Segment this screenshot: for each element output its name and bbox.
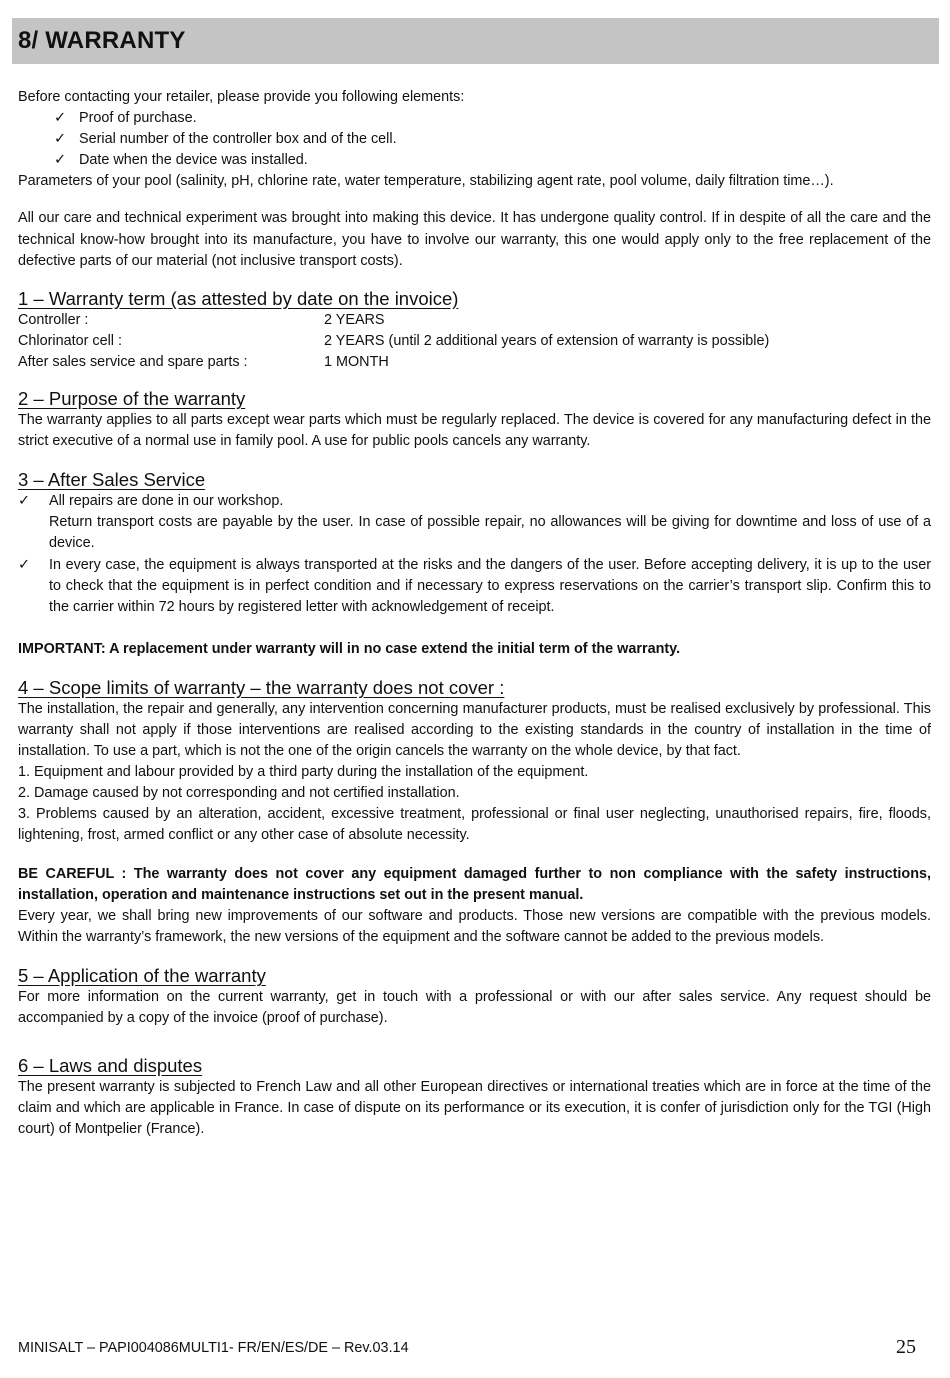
scope-paragraph: The installation, the repair and generally, any intervention concerning manufacturer products, must be realised exclusively by professional. This warranty shall not apply if those interventions are realised according to the existing standards in the country of installation in the time of installation. To use a part, which is not the one of the origin cancels the warranty on the whole device, by that fact. bbox=[18, 700, 931, 760]
warranty-page bbox=[18, 18, 931, 1140]
term-label-cell: Chlorinator cell : bbox=[18, 332, 122, 349]
list-item: ✓ Serial number of the controller box and of the cell. bbox=[54, 129, 931, 150]
term-label-service: After sales service and spare parts : bbox=[18, 353, 248, 370]
term-value-service: 1 MONTH bbox=[324, 353, 389, 370]
list-item: ✓ Date when the device was installed. bbox=[54, 150, 931, 171]
pool-parameters: Parameters of your pool (salinity, pH, chlorine rate, water temperature, stabilizing agent rate, pool volume, daily filtration time…). bbox=[18, 173, 834, 190]
page-title: 8/ WARRANTY bbox=[18, 27, 186, 54]
section-title-scope-limits: 4 – Scope limits of warranty – the warranty does not cover : bbox=[18, 676, 505, 698]
section-title-after-sales: 3 – After Sales Service bbox=[18, 469, 206, 491]
checkmark-icon: ✓ bbox=[54, 110, 67, 127]
intro-lead: Before contacting your retailer, please provide you following elements: bbox=[18, 89, 465, 105]
scope-item-1: 1. Equipment and labour provided by a third party during the installation of the equipment. bbox=[18, 764, 589, 781]
term-value-cell: 2 YEARS (until 2 additional years of extension of warranty is possible) bbox=[324, 332, 770, 349]
list-item: ✓ In every case, the equipment is always transported at the risks and the dangers of the user. Before accepting delivery, it is up to the user to check that the equipment is in perfect condition and if necessary to express reservations on the carrier’s transport slip. Confirm this to the carrier within 72 hours by registered letter with acknowledgement of receipt. bbox=[18, 556, 931, 615]
laws-paragraph: The present warranty is subjected to French Law and all other European directives or international treaties which are in force at the time of the claim and which are applicable in France. In case of dispute on its performance or its execution, it is confer of jurisdiction only for the TGI (High court) of Montpelier (France). bbox=[18, 1079, 931, 1138]
yearly-improvements: Every year, we shall bring new improvements of our software and products. Those new versions are compatible with the previous models. Within the warranty’s framework, the new versions of the equipment and the software cannot be added to the previous models. bbox=[18, 907, 931, 945]
important-note: IMPORTANT: A replacement under warranty will in no case extend the initial term of the warranty. bbox=[18, 640, 681, 657]
list-item: ✓ Proof of purchase. bbox=[54, 108, 931, 129]
page-number: 25 bbox=[896, 1336, 916, 1358]
required-elements-list bbox=[18, 108, 931, 171]
warranty-term-table bbox=[18, 310, 931, 373]
checkmark-icon: ✓ bbox=[54, 152, 67, 169]
term-value-controller: 2 YEARS bbox=[324, 311, 385, 328]
section-header-bar bbox=[12, 18, 939, 64]
list-item: ✓ All repairs are done in our workshop. Return transport costs are payable by the user. In case of possible repair, no allowances will be giving for downtime and loss of use of a device. bbox=[18, 493, 931, 552]
page-footer bbox=[18, 1336, 916, 1360]
section-title-warranty-term: 1 – Warranty term (as attested by date on the invoice) bbox=[18, 287, 459, 309]
application-paragraph: For more information on the current warranty, get in touch with a professional or with our after sales service. Any request should be accompanied by a copy of the invoice (proof of purchase). bbox=[18, 988, 931, 1026]
scope-item-2: 2. Damage caused by not corresponding and not certified installation. bbox=[18, 785, 460, 802]
term-label-controller: Controller : bbox=[18, 311, 89, 328]
purpose-paragraph: The warranty applies to all parts except wear parts which must be regularly replaced. The device is covered for any manufacturing defect in the strict executive of a normal use in family pool. A use for public pools cancels any warranty. bbox=[18, 412, 931, 450]
section-title-laws: 6 – Laws and disputes bbox=[18, 1055, 203, 1077]
document-reference: MINISALT – PAPI004086MULTI1- FR/EN/ES/DE – Rev.03.14 bbox=[18, 1340, 409, 1356]
scope-item-3: 3. Problems caused by an alteration, accident, excessive treatment, professional or final user neglecting, unauthorised repairs, fire, floods, lightening, frost, armed conflict or any other case of absolute necessity. bbox=[18, 806, 931, 844]
checkmark-icon: ✓ bbox=[18, 493, 31, 510]
be-careful-note: BE CAREFUL : The warranty does not cover any equipment damaged further to non compliance with the safety instructions, installation, operation and maintenance instructions set out in the present manual. bbox=[18, 865, 931, 903]
checkmark-icon: ✓ bbox=[54, 131, 67, 148]
after-sales-list bbox=[18, 491, 931, 618]
section-title-purpose: 2 – Purpose of the warranty bbox=[18, 388, 246, 410]
care-paragraph: All our care and technical experiment was brought into making this device. It has undergone quality control. If in despite of all the care and the technical know-how brought into its manufacture, you have to involve our warranty, this one would apply only to the free replacement of the defective parts of our material (not inclusive transport costs). bbox=[18, 210, 931, 269]
section-title-application: 5 – Application of the warranty bbox=[18, 964, 266, 986]
checkmark-icon: ✓ bbox=[18, 556, 31, 573]
